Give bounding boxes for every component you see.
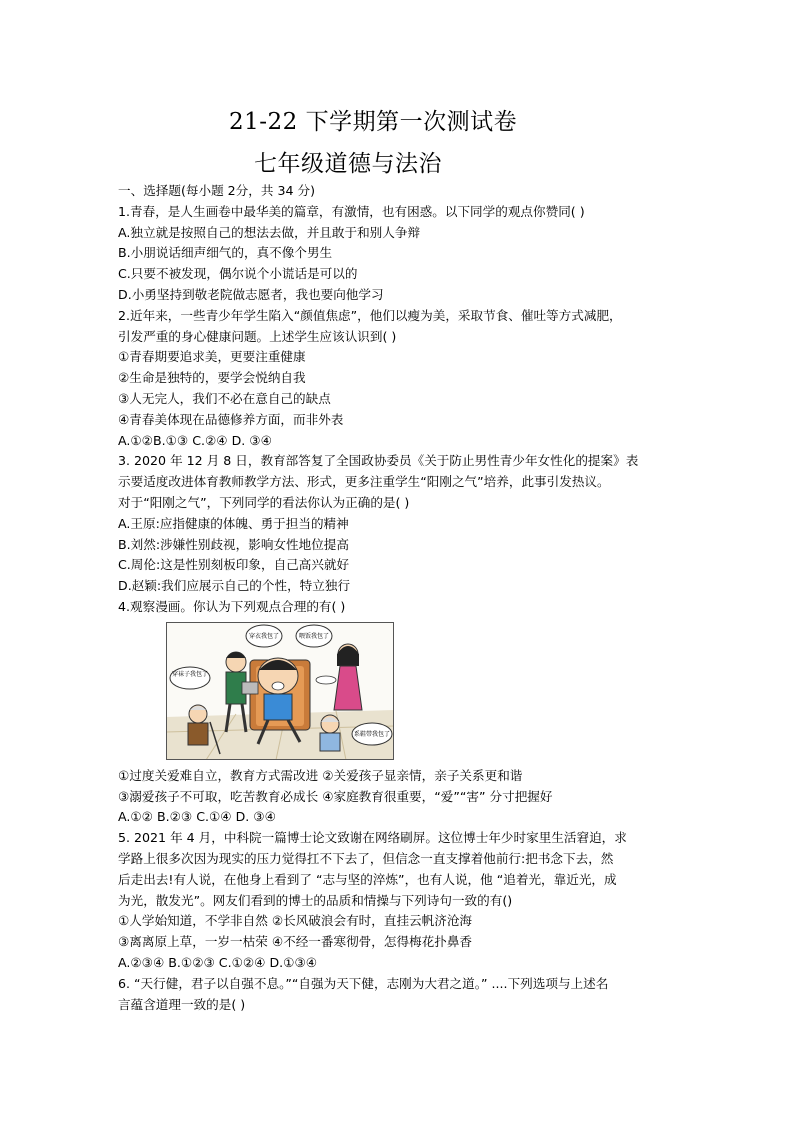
bubble-shoelaces: 系鞋带我包了 [353,730,391,738]
question-2-stem-line2: 引发严重的身心健康问题。上述学生应该认识到( ) [118,328,397,344]
question-1-option-a: A.独立就是按照自己的想法去做，并且敢于和别人争辩 [118,224,421,240]
question-1-stem: 1.青春，是人生画卷中最华美的篇章，有激情，也有困惑。以下同学的观点你赞同( ) [118,203,585,219]
question-3-stem-line3: 对于“阳刚之气”，下列同学的看法你认为正确的是( ) [118,494,410,510]
question-1-option-c: C.只要不被发现，偶尔说个小谎话是可以的 [118,266,358,282]
bubble-dressing: 穿衣我包了 [248,632,280,640]
question-4-items-1-2: ①过度关爱难自立，教育方式需改进 ②关爱孩子显亲情，亲子关系更和谐 [118,767,523,783]
question-5-stem-line2: 学路上很多次因为现实的压力觉得扛不下去了，但信念一直支撑着他前行:把书念下去，然 [118,850,614,866]
question-3-stem-line1: 3. 2020 年 12 月 8 日，教育部答复了全国政协委员《关于防止男性青少年女性化的提案》表 [118,453,639,469]
question-4-items-3-4: ③溺爱孩子不可取，吃苦教育必成长 ④家庭教育很重要，“爱”“害” 分寸把握好 [118,788,553,804]
cartoon-drawing [166,622,394,760]
question-6-stem-line2: 言蕴含道理一致的是( ) [118,996,246,1012]
question-1-option-b: B.小朋说话细声细气的，真不像个男生 [118,245,333,261]
question-5-items-3-4: ③离离原上草，一岁一枯荣 ④不经一番寒彻骨，怎得梅花扑鼻香 [118,934,473,950]
exam-body [118,181,684,1015]
question-6-stem-line1: 6. “天行健，君子以自强不息。”“自强为天下健，志刚为大君之道。” ....下列选项与上述名 [118,975,609,991]
section-heading: 一、选择题(每小题 2分，共 34 分) [118,183,315,198]
question-3-option-b: B.刘然:涉嫌性别歧视，影响女性地位提高 [118,536,349,552]
question-1-option-d: D.小勇坚持到敬老院做志愿者，我也要向他学习 [118,286,384,302]
question-2-item-2: ②生命是独特的，要学会悦纳自我 [118,370,306,386]
question-5-stem-line4: 为光，散发光”。网友们看到的博士的品质和情操与下列诗句一致的有() [118,892,513,908]
cartoon-illustration [166,622,394,760]
question-2-item-4: ④青春美体现在品德修养方面，而非外表 [118,411,344,427]
question-5-items-1-2: ①人学始知道，不学非自然 ②长风破浪会有时，直挂云帆济沧海 [118,913,473,929]
question-2-item-1: ①青春期要追求美，更要注重健康 [118,349,306,365]
question-3-stem-line2: 示要适度改进体育教师教学方法、形式，更多注重学生“阳刚之气”培养，此事引发热议。 [118,474,610,490]
question-5-stem-line1: 5. 2021 年 4 月，中科院一篇博士论文致谢在网络刷屏。这位博士年少时家里生活窘迫，求 [118,830,627,846]
question-4-stem: 4.观察漫画。你认为下列观点合理的有( ) [118,598,346,614]
exam-subtitle: 七年级道德与法治 [254,151,442,177]
question-5-choices: A.②③④ B.①②③ C.①②④ D.①③④ [118,954,318,970]
question-5-stem-line3: 后走出去!有人说，在他身上看到了 “志与坚的淬炼”，也有人说，他 “追着光，靠近光，成 [118,871,617,887]
question-2-choices: A.①②B.①③ C.②④ D. ③④ [118,432,272,448]
question-2-item-3: ③人无完人，我们不必在意自己的缺点 [118,390,331,406]
question-3-option-d: D.赵颖:我们应展示自己的个性，特立独行 [118,578,351,594]
question-4-choices: A.①② B.②③ C.①④ D. ③④ [118,809,276,825]
bubble-socks: 穿袜子我包了 [171,670,209,678]
question-2-stem-line1: 2.近年来，一些青少年学生陷入“颜值焦虑”，他们以瘦为美，采取节食、催吐等方式减肥， [118,307,622,323]
question-3-option-c: C.周伦:这是性别刻板印象，自己高兴就好 [118,557,350,573]
bubble-feeding: 喂饭我包了 [298,632,330,640]
exam-title: 21-22 下学期第一次测试卷 [229,109,518,135]
question-3-option-a: A.王原:应指健康的体魄、勇于担当的精神 [118,515,349,531]
